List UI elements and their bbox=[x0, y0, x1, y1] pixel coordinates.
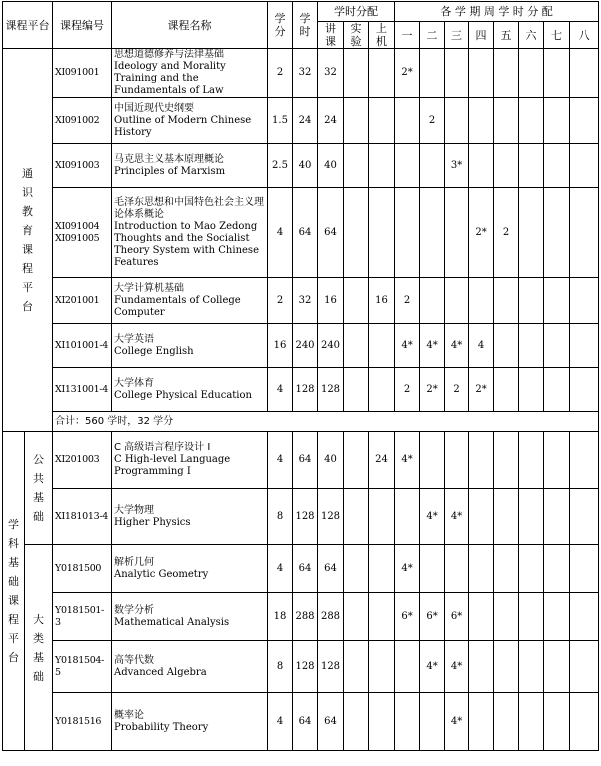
course-experiment-hours bbox=[344, 432, 369, 489]
semester-hours-1: 6* bbox=[395, 593, 420, 641]
course-name-cn: 毛泽东思想和中国特色社会主义理论体系概论 bbox=[114, 196, 264, 220]
course-experiment-hours bbox=[344, 98, 369, 144]
course-credit: 18 bbox=[268, 593, 293, 641]
course-computer-hours bbox=[369, 545, 395, 593]
header-semester-6: 六 bbox=[519, 22, 544, 49]
platform-general bbox=[3, 49, 53, 432]
course-hours: 240 bbox=[293, 324, 318, 368]
course-lecture-hours: 40 bbox=[318, 432, 344, 489]
semester-hours-6 bbox=[519, 188, 544, 278]
course-name-cn: 大学物理 bbox=[114, 504, 154, 516]
header-semester-7: 七 bbox=[544, 22, 570, 49]
semester-hours-5 bbox=[494, 693, 519, 751]
semester-hours-3: 3* bbox=[445, 144, 469, 188]
semester-hours-7 bbox=[544, 489, 570, 545]
course-name-en: Advanced Algebra bbox=[114, 666, 207, 678]
course-row bbox=[3, 144, 599, 188]
header-distribution: 学时分配 bbox=[318, 2, 395, 22]
course-name bbox=[112, 545, 268, 593]
semester-hours-8 bbox=[570, 368, 599, 412]
semester-hours-2: 2 bbox=[420, 98, 445, 144]
semester-hours-4 bbox=[469, 489, 494, 545]
course-name-en: Ideology and Morality Training and the Fundamentals of Law bbox=[114, 61, 226, 96]
course-lecture-hours: 128 bbox=[318, 641, 344, 693]
semester-hours-8 bbox=[570, 278, 599, 324]
semester-hours-3 bbox=[445, 432, 469, 489]
course-row bbox=[3, 98, 599, 144]
header-semester-4: 四 bbox=[469, 22, 494, 49]
semester-hours-2 bbox=[420, 278, 445, 324]
course-name bbox=[112, 489, 268, 545]
course-credit: 4 bbox=[268, 693, 293, 751]
semester-hours-2: 4* bbox=[420, 641, 445, 693]
semester-hours-3: 4* bbox=[445, 489, 469, 545]
course-name-cn: 概率论 bbox=[114, 709, 144, 721]
semester-hours-4 bbox=[469, 593, 494, 641]
semester-hours-5 bbox=[494, 489, 519, 545]
platform-discipline bbox=[3, 432, 25, 751]
course-name bbox=[112, 593, 268, 641]
course-hours: 32 bbox=[293, 49, 318, 98]
semester-hours-4 bbox=[469, 545, 494, 593]
semester-hours-8 bbox=[570, 98, 599, 144]
semester-hours-2: 2* bbox=[420, 368, 445, 412]
course-code: XI091004 XI091005 bbox=[53, 188, 112, 278]
semester-hours-4: 4 bbox=[469, 324, 494, 368]
semester-hours-2 bbox=[420, 49, 445, 98]
semester-hours-1 bbox=[395, 693, 420, 751]
header-row-1 bbox=[3, 2, 599, 22]
group-major-basics bbox=[25, 545, 53, 751]
header-semester-2: 二 bbox=[420, 22, 445, 49]
course-lecture-hours: 128 bbox=[318, 368, 344, 412]
total-summary: 合计：560 学时，32 学分 bbox=[53, 412, 599, 432]
course-lecture-hours: 64 bbox=[318, 188, 344, 278]
course-name bbox=[112, 324, 268, 368]
header-platform: 课程平台 bbox=[3, 2, 53, 49]
semester-hours-6 bbox=[519, 368, 544, 412]
semester-hours-8 bbox=[570, 144, 599, 188]
semester-hours-3 bbox=[445, 49, 469, 98]
semester-hours-2 bbox=[420, 144, 445, 188]
course-experiment-hours bbox=[344, 593, 369, 641]
course-experiment-hours bbox=[344, 188, 369, 278]
course-name bbox=[112, 278, 268, 324]
course-computer-hours bbox=[369, 324, 395, 368]
semester-hours-8 bbox=[570, 489, 599, 545]
course-code: Y0181504-5 bbox=[53, 641, 112, 693]
semester-hours-6 bbox=[519, 49, 544, 98]
course-name-en: Higher Physics bbox=[114, 516, 191, 528]
course-lecture-hours: 40 bbox=[318, 144, 344, 188]
course-row bbox=[3, 432, 599, 489]
course-lecture-hours: 64 bbox=[318, 693, 344, 751]
semester-hours-2 bbox=[420, 693, 445, 751]
semester-hours-7 bbox=[544, 432, 570, 489]
course-credit: 1.5 bbox=[268, 98, 293, 144]
course-lecture-hours: 32 bbox=[318, 49, 344, 98]
semester-hours-2 bbox=[420, 188, 445, 278]
semester-hours-5 bbox=[494, 49, 519, 98]
semester-hours-1 bbox=[395, 641, 420, 693]
course-credit: 2 bbox=[268, 49, 293, 98]
semester-hours-8 bbox=[570, 641, 599, 693]
header-credit: 学分 bbox=[268, 2, 293, 49]
platform-general-label: 通识教育课程平台 bbox=[22, 167, 33, 313]
course-code: XI201001 bbox=[53, 278, 112, 324]
course-name-en: Mathematical Analysis bbox=[114, 616, 230, 628]
course-code: Y0181500 bbox=[53, 545, 112, 593]
semester-hours-6 bbox=[519, 278, 544, 324]
course-code: Y0181501-3 bbox=[53, 593, 112, 641]
course-hours: 64 bbox=[293, 693, 318, 751]
semester-hours-1 bbox=[395, 188, 420, 278]
course-code: XI201003 bbox=[53, 432, 112, 489]
course-hours: 32 bbox=[293, 278, 318, 324]
course-row bbox=[3, 324, 599, 368]
semester-hours-7 bbox=[544, 188, 570, 278]
semester-hours-3 bbox=[445, 188, 469, 278]
course-experiment-hours bbox=[344, 49, 369, 98]
course-hours: 128 bbox=[293, 489, 318, 545]
course-computer-hours bbox=[369, 188, 395, 278]
course-name-cn: C 高级语言程序设计 I bbox=[114, 442, 211, 453]
course-hours: 40 bbox=[293, 144, 318, 188]
semester-hours-3: 2 bbox=[445, 368, 469, 412]
group-public-basics bbox=[25, 432, 53, 545]
semester-hours-2 bbox=[420, 545, 445, 593]
course-code: XI131001-4 bbox=[53, 368, 112, 412]
course-lecture-hours: 128 bbox=[318, 489, 344, 545]
semester-hours-7 bbox=[544, 693, 570, 751]
semester-hours-2: 4* bbox=[420, 489, 445, 545]
semester-hours-4 bbox=[469, 432, 494, 489]
header-name: 课程名称 bbox=[112, 2, 268, 49]
semester-hours-4 bbox=[469, 144, 494, 188]
course-credit: 8 bbox=[268, 489, 293, 545]
semester-hours-6 bbox=[519, 693, 544, 751]
course-experiment-hours bbox=[344, 641, 369, 693]
course-code: XI181013-4 bbox=[53, 489, 112, 545]
course-name bbox=[112, 432, 268, 489]
semester-hours-7 bbox=[544, 593, 570, 641]
semester-hours-5 bbox=[494, 432, 519, 489]
course-lecture-hours: 24 bbox=[318, 98, 344, 144]
course-name bbox=[112, 188, 268, 278]
course-code: XI091001 bbox=[53, 49, 112, 98]
course-lecture-hours: 16 bbox=[318, 278, 344, 324]
course-name bbox=[112, 98, 268, 144]
course-row bbox=[3, 188, 599, 278]
course-code: XI091002 bbox=[53, 98, 112, 144]
course-computer-hours bbox=[369, 98, 395, 144]
semester-hours-7 bbox=[544, 98, 570, 144]
semester-hours-4 bbox=[469, 693, 494, 751]
semester-hours-8 bbox=[570, 188, 599, 278]
header-semester-1: 一 bbox=[395, 22, 420, 49]
semester-hours-1: 2 bbox=[395, 278, 420, 324]
header-lecture: 讲课 bbox=[318, 22, 344, 49]
course-experiment-hours bbox=[344, 144, 369, 188]
semester-hours-7 bbox=[544, 324, 570, 368]
semester-hours-1: 2 bbox=[395, 368, 420, 412]
course-row bbox=[3, 693, 599, 751]
total-row bbox=[3, 412, 599, 432]
semester-hours-1 bbox=[395, 144, 420, 188]
course-row bbox=[3, 545, 599, 593]
course-row bbox=[3, 368, 599, 412]
course-hours: 24 bbox=[293, 98, 318, 144]
semester-hours-4: 2* bbox=[469, 188, 494, 278]
course-lecture-hours: 240 bbox=[318, 324, 344, 368]
semester-hours-2: 4* bbox=[420, 324, 445, 368]
semester-hours-3 bbox=[445, 545, 469, 593]
semester-hours-5 bbox=[494, 545, 519, 593]
course-lecture-hours: 288 bbox=[318, 593, 344, 641]
semester-hours-5 bbox=[494, 278, 519, 324]
course-name-en: College Physical Education bbox=[114, 389, 252, 401]
group-major-basics-label: 大类基础 bbox=[33, 612, 44, 683]
course-name-en: College English bbox=[114, 345, 194, 357]
semester-hours-6 bbox=[519, 98, 544, 144]
group-public-basics-label: 公共基础 bbox=[33, 453, 44, 523]
course-name-cn: 解析几何 bbox=[114, 556, 154, 568]
course-name-en: Introduction to Mao Zedong Thoughts and the Socialist Theory System with Chinese Features bbox=[114, 220, 259, 268]
course-computer-hours: 16 bbox=[369, 278, 395, 324]
course-name bbox=[112, 693, 268, 751]
semester-hours-5 bbox=[494, 324, 519, 368]
course-name-en: Probability Theory bbox=[114, 721, 209, 733]
semester-hours-6 bbox=[519, 593, 544, 641]
course-name-en: Outline of Modern Chinese History bbox=[114, 114, 252, 138]
semester-hours-2: 6* bbox=[420, 593, 445, 641]
header-semester-3: 三 bbox=[445, 22, 469, 49]
semester-hours-1: 2* bbox=[395, 49, 420, 98]
course-row bbox=[3, 278, 599, 324]
semester-hours-8 bbox=[570, 545, 599, 593]
semester-hours-6 bbox=[519, 324, 544, 368]
semester-hours-8 bbox=[570, 49, 599, 98]
course-credit: 4 bbox=[268, 188, 293, 278]
course-hours: 64 bbox=[293, 432, 318, 489]
course-credit: 2 bbox=[268, 278, 293, 324]
course-credit: 4 bbox=[268, 432, 293, 489]
semester-hours-5 bbox=[494, 144, 519, 188]
course-hours: 64 bbox=[293, 188, 318, 278]
course-credit: 4 bbox=[268, 368, 293, 412]
course-name-cn: 大学体育 bbox=[114, 377, 154, 389]
semester-hours-1: 4* bbox=[395, 545, 420, 593]
semester-hours-3 bbox=[445, 278, 469, 324]
course-computer-hours bbox=[369, 693, 395, 751]
semester-hours-5 bbox=[494, 593, 519, 641]
course-name-en: Principles of Marxism bbox=[114, 165, 226, 177]
header-semester-title: 各 学 期 周 学 时 分 配 bbox=[395, 2, 599, 22]
course-row bbox=[3, 49, 599, 98]
course-name-cn: 中国近现代史纲要 bbox=[114, 102, 194, 114]
header-hours: 学时 bbox=[293, 2, 318, 49]
semester-hours-7 bbox=[544, 49, 570, 98]
semester-hours-3: 4* bbox=[445, 324, 469, 368]
course-name bbox=[112, 144, 268, 188]
course-experiment-hours bbox=[344, 278, 369, 324]
course-name-cn: 高等代数 bbox=[114, 654, 154, 666]
semester-hours-8 bbox=[570, 432, 599, 489]
semester-hours-5: 2 bbox=[494, 188, 519, 278]
semester-hours-5 bbox=[494, 98, 519, 144]
course-computer-hours bbox=[369, 489, 395, 545]
course-hours: 288 bbox=[293, 593, 318, 641]
semester-hours-3: 4* bbox=[445, 693, 469, 751]
semester-hours-3: 6* bbox=[445, 593, 469, 641]
course-computer-hours bbox=[369, 368, 395, 412]
semester-hours-7 bbox=[544, 545, 570, 593]
course-row bbox=[3, 489, 599, 545]
semester-hours-4 bbox=[469, 98, 494, 144]
course-name-cn: 数学分析 bbox=[114, 604, 154, 616]
course-hours: 64 bbox=[293, 545, 318, 593]
semester-hours-1: 4* bbox=[395, 324, 420, 368]
course-credit: 4 bbox=[268, 545, 293, 593]
semester-hours-3 bbox=[445, 98, 469, 144]
course-hours: 128 bbox=[293, 368, 318, 412]
semester-hours-4 bbox=[469, 49, 494, 98]
header-semester-8: 八 bbox=[570, 22, 599, 49]
semester-hours-6 bbox=[519, 545, 544, 593]
course-name bbox=[112, 641, 268, 693]
course-name-cn: 思想道德修养与法律基础 bbox=[114, 49, 224, 60]
semester-hours-6 bbox=[519, 489, 544, 545]
course-row bbox=[3, 593, 599, 641]
header-experiment: 实验 bbox=[344, 22, 369, 49]
curriculum-table bbox=[2, 1, 599, 751]
semester-hours-8 bbox=[570, 593, 599, 641]
course-code: XI101001-4 bbox=[53, 324, 112, 368]
course-credit: 8 bbox=[268, 641, 293, 693]
header-semester-5: 五 bbox=[494, 22, 519, 49]
semester-hours-7 bbox=[544, 278, 570, 324]
course-credit: 16 bbox=[268, 324, 293, 368]
course-name bbox=[112, 49, 268, 98]
course-hours: 128 bbox=[293, 641, 318, 693]
semester-hours-6 bbox=[519, 641, 544, 693]
course-experiment-hours bbox=[344, 693, 369, 751]
platform-discipline-label: 学科基础课程平台 bbox=[8, 518, 19, 664]
semester-hours-4 bbox=[469, 641, 494, 693]
course-computer-hours bbox=[369, 49, 395, 98]
semester-hours-6 bbox=[519, 432, 544, 489]
header-code: 课程编号 bbox=[53, 2, 112, 49]
semester-hours-4: 2* bbox=[469, 368, 494, 412]
course-experiment-hours bbox=[344, 545, 369, 593]
course-computer-hours bbox=[369, 144, 395, 188]
semester-hours-8 bbox=[570, 324, 599, 368]
course-name-cn: 大学英语 bbox=[114, 333, 154, 345]
semester-hours-1: 4* bbox=[395, 432, 420, 489]
course-name-en: Analytic Geometry bbox=[114, 568, 209, 580]
course-credit: 2.5 bbox=[268, 144, 293, 188]
course-name-en: C High-level Language Programming I bbox=[114, 454, 231, 477]
semester-hours-6 bbox=[519, 144, 544, 188]
course-name-cn: 大学计算机基础 bbox=[114, 282, 184, 294]
course-computer-hours bbox=[369, 593, 395, 641]
semester-hours-7 bbox=[544, 368, 570, 412]
course-lecture-hours: 64 bbox=[318, 545, 344, 593]
semester-hours-4 bbox=[469, 278, 494, 324]
course-code: XI091003 bbox=[53, 144, 112, 188]
semester-hours-7 bbox=[544, 641, 570, 693]
course-row bbox=[3, 641, 599, 693]
course-name bbox=[112, 368, 268, 412]
course-computer-hours bbox=[369, 641, 395, 693]
semester-hours-5 bbox=[494, 641, 519, 693]
semester-hours-1 bbox=[395, 98, 420, 144]
semester-hours-2 bbox=[420, 432, 445, 489]
course-name-en: Fundamentals of College Computer bbox=[114, 294, 241, 318]
semester-hours-3: 4* bbox=[445, 641, 469, 693]
semester-hours-7 bbox=[544, 144, 570, 188]
semester-hours-1 bbox=[395, 489, 420, 545]
course-computer-hours: 24 bbox=[369, 432, 395, 489]
semester-hours-8 bbox=[570, 693, 599, 751]
semester-hours-5 bbox=[494, 368, 519, 412]
course-name-cn: 马克思主义基本原理概论 bbox=[114, 153, 224, 165]
course-experiment-hours bbox=[344, 368, 369, 412]
course-experiment-hours bbox=[344, 324, 369, 368]
course-code: Y0181516 bbox=[53, 693, 112, 751]
course-experiment-hours bbox=[344, 489, 369, 545]
header-computer: 上机 bbox=[369, 22, 395, 49]
